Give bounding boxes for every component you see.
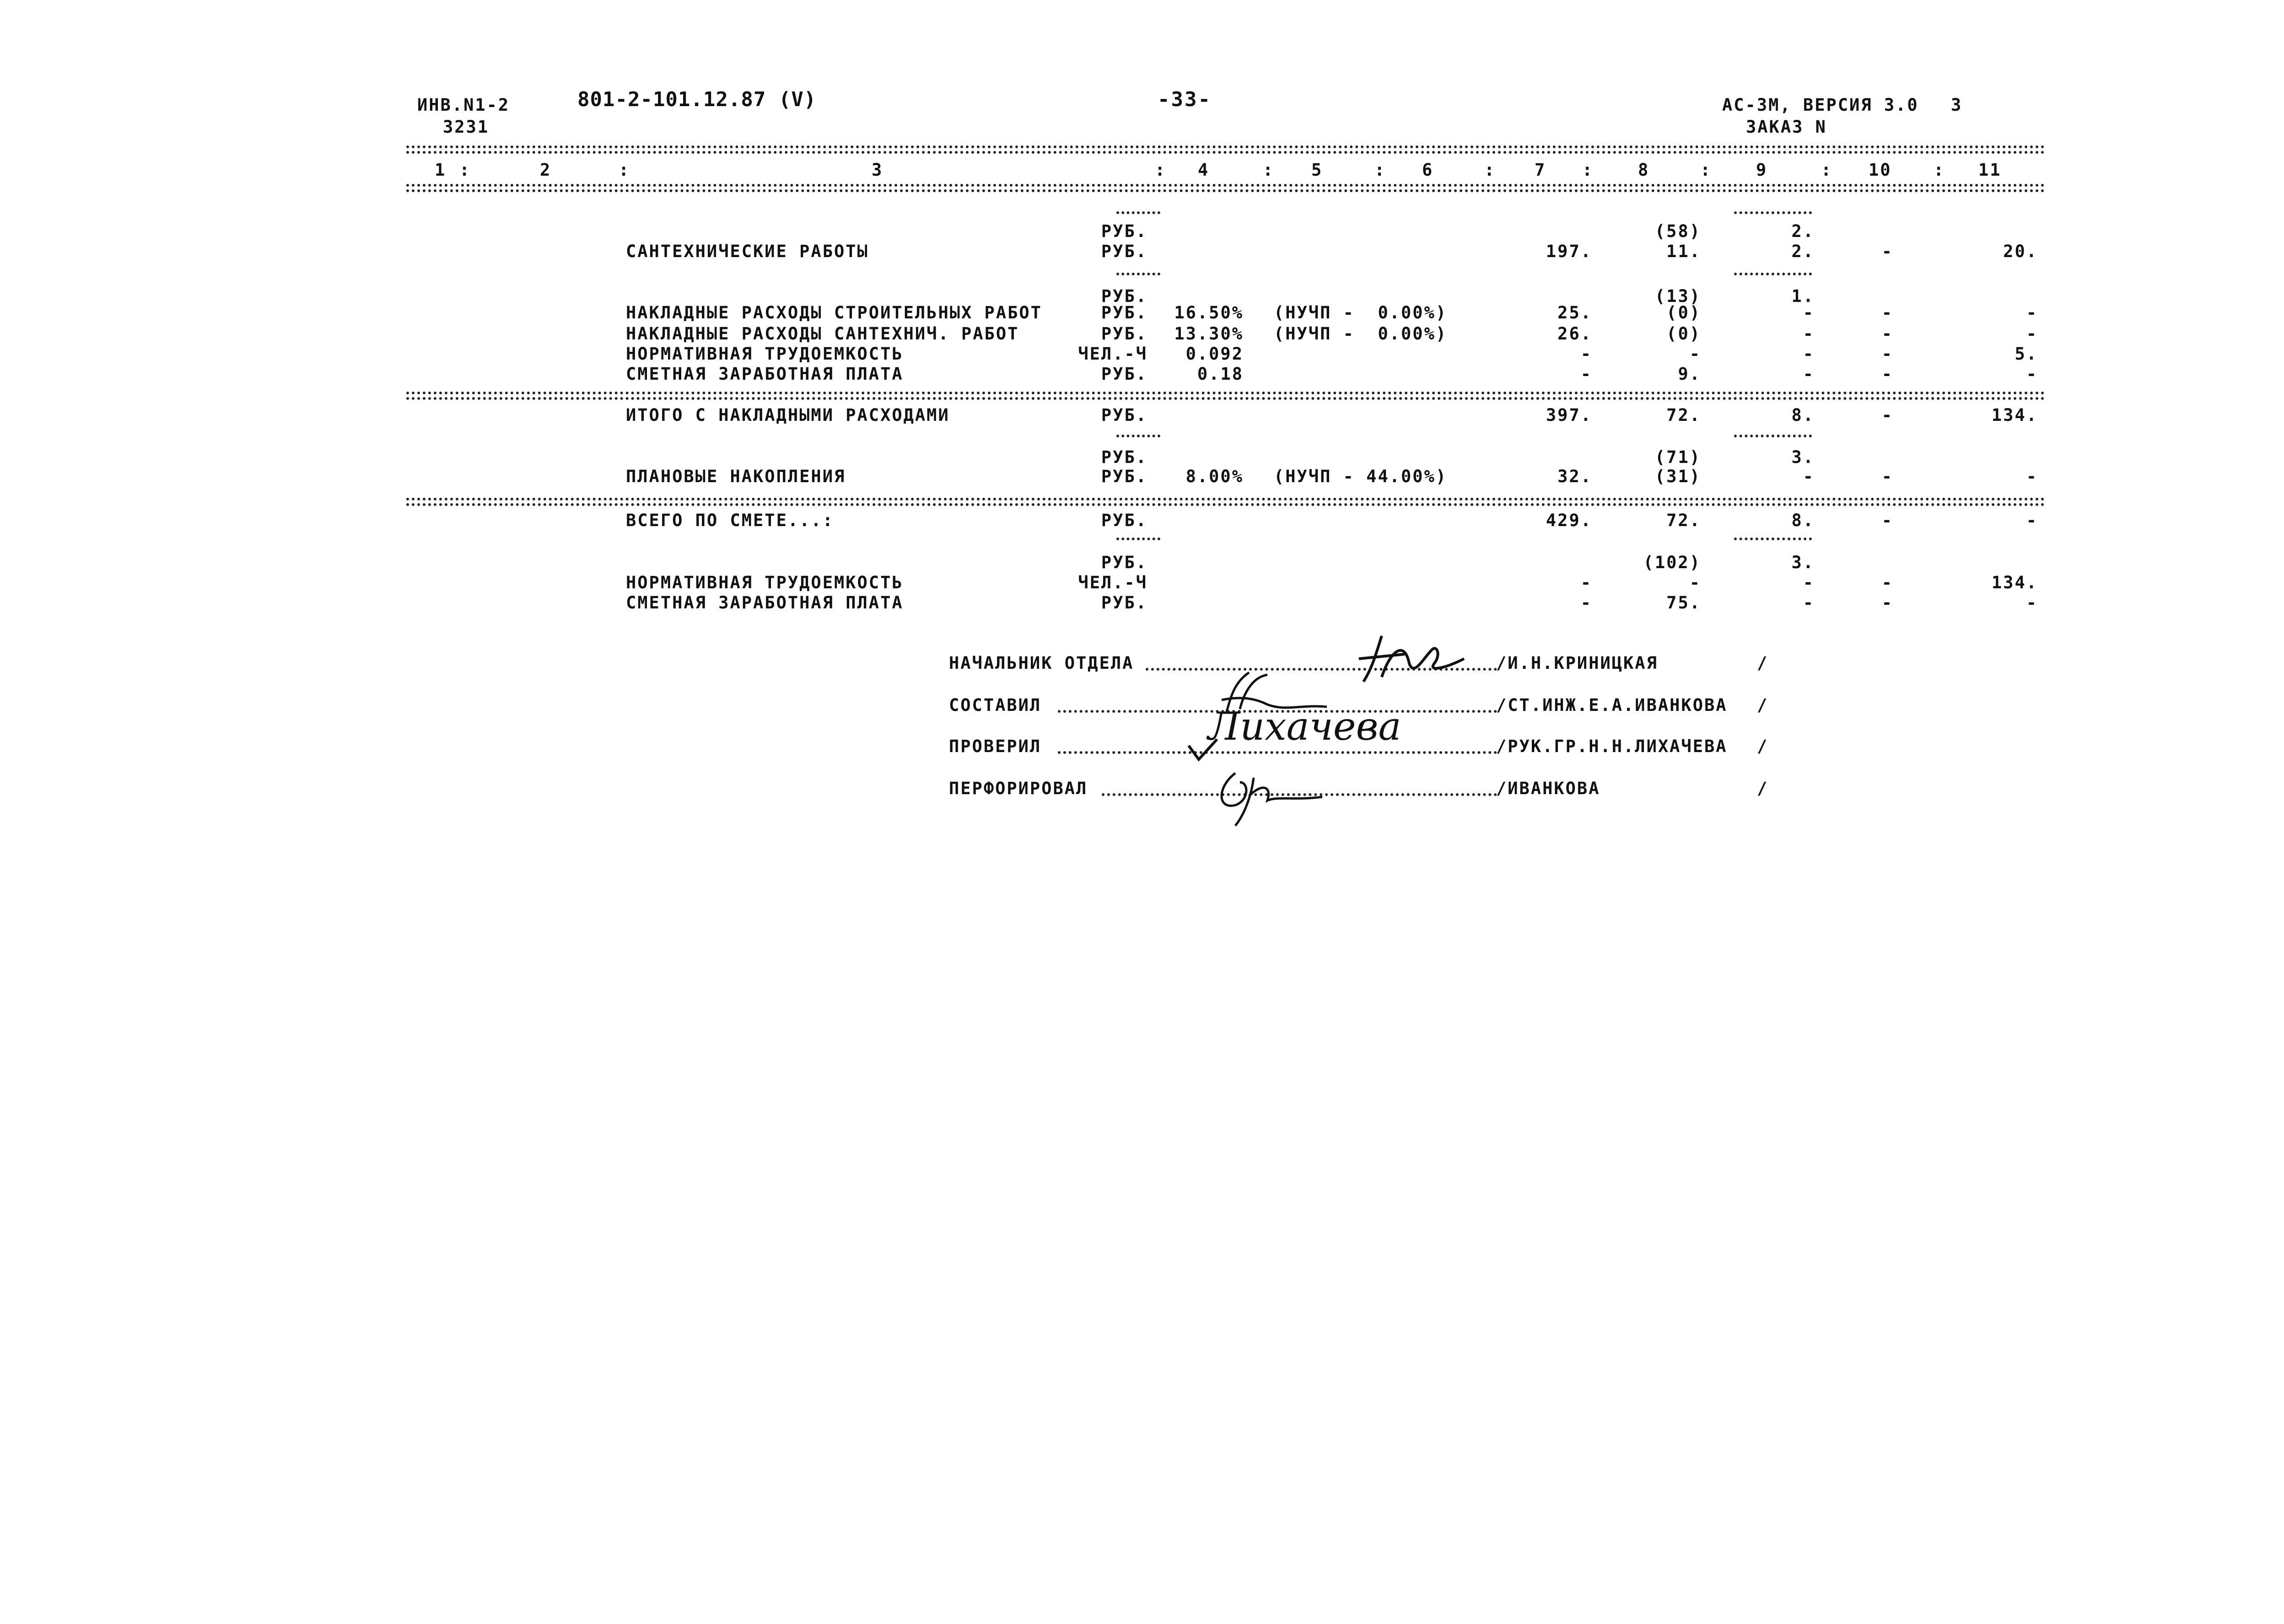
row-unit: ЧЕЛ.-Ч	[1078, 573, 1147, 592]
cell-c10: -	[1881, 593, 1893, 613]
cell-c10: -	[1881, 405, 1893, 425]
row-label: СМЕТНАЯ ЗАРАБОТНАЯ ПЛАТА	[626, 593, 904, 613]
cell-c8: 75.	[1666, 593, 1701, 613]
column-separator: :	[1934, 160, 1945, 180]
cell-c4: 13.30%	[1174, 324, 1244, 344]
cell-c5: (НУЧП - 0.00%)	[1274, 324, 1448, 344]
cell-c10: -	[1881, 573, 1893, 592]
cell-c7: -	[1580, 593, 1592, 613]
system-version: АС-3М, ВЕРСИЯ 3.0	[1722, 95, 1919, 115]
cell-c7: -	[1580, 364, 1592, 384]
row-unit: ЧЕЛ.-Ч	[1078, 344, 1147, 364]
cell-c11: -	[2026, 467, 2038, 486]
cell-c8: 9.	[1678, 364, 1701, 384]
cell-c5: (НУЧП - 0.00%)	[1274, 303, 1448, 323]
header-top-rule	[406, 145, 2045, 148]
cell-c9: 1.	[1791, 286, 1815, 306]
page-number: -33-	[1158, 88, 1212, 111]
column-separator: :	[1374, 160, 1386, 180]
cell-c8: (58)	[1654, 221, 1701, 241]
row-unit: РУБ.	[1101, 242, 1147, 261]
signature-end-slash: /	[1757, 695, 1769, 715]
cell-c11: 20.	[2003, 242, 2038, 261]
row-label: СМЕТНАЯ ЗАРАБОТНАЯ ПЛАТА	[626, 364, 904, 384]
cell-c7: 397.	[1546, 405, 1592, 425]
column-separator: :	[619, 160, 630, 180]
row-unit: РУБ.	[1101, 467, 1147, 486]
cell-c7: -	[1580, 344, 1592, 364]
signature-end-slash: /	[1757, 653, 1769, 673]
cell-c11: -	[2026, 303, 2038, 323]
cell-c8: 72.	[1666, 511, 1701, 530]
col9-underline	[1734, 538, 1812, 540]
row-label: НАКЛАДНЫЕ РАСХОДЫ САНТЕХНИЧ. РАБОТ	[626, 324, 1019, 344]
row-unit: РУБ.	[1101, 553, 1147, 572]
signature-end-slash: /	[1757, 779, 1769, 798]
cell-c9: -	[1803, 467, 1815, 486]
inventory-label: ИНВ.N1-2	[417, 95, 510, 115]
cell-c8: -	[1689, 573, 1701, 592]
cell-c9: -	[1803, 344, 1815, 364]
signatory-name: /СТ.ИНЖ.Е.А.ИВАНКОВА	[1496, 695, 1728, 715]
row-unit: РУБ.	[1101, 447, 1147, 467]
signature-role: НАЧАЛЬНИК ОТДЕЛА	[949, 653, 1134, 673]
col9-underline	[1734, 273, 1812, 275]
row-label: ИТОГО С НАКЛАДНЫМИ РАСХОДАМИ	[626, 405, 950, 425]
signatory-name: /ИВАНКОВА	[1496, 779, 1600, 798]
row-unit: РУБ.	[1101, 303, 1147, 323]
column-number: 1	[435, 160, 447, 180]
cell-c4: 16.50%	[1174, 303, 1244, 323]
signature-role: ПЕРФОРИРОВАЛ	[949, 779, 1088, 798]
column-number: 5	[1311, 160, 1323, 180]
row-label: НОРМАТИВНАЯ ТРУДОЕМКОСТЬ	[626, 344, 904, 364]
cell-c10: -	[1881, 344, 1893, 364]
cell-c7: 26.	[1557, 324, 1592, 344]
column-separator: :	[1700, 160, 1712, 180]
cell-c8: (102)	[1643, 553, 1701, 572]
cell-c9: -	[1803, 303, 1815, 323]
section-rule	[406, 498, 2045, 500]
system-page: 3	[1951, 95, 1963, 115]
cell-c9: -	[1803, 573, 1815, 592]
checker-signature: Лихачева	[1208, 704, 1401, 749]
check-mark	[1185, 737, 1222, 764]
row-unit: РУБ.	[1101, 221, 1147, 241]
col9-underline	[1734, 211, 1812, 214]
row-label: НАКЛАДНЫЕ РАСХОДЫ СТРОИТЕЛЬНЫХ РАБОТ	[626, 303, 1042, 323]
row-unit: РУБ.	[1101, 593, 1147, 613]
cell-c9: 2.	[1791, 242, 1815, 261]
cell-c7: 197.	[1546, 242, 1592, 261]
cell-c4: 0.092	[1185, 344, 1244, 364]
row-label: ПЛАНОВЫЕ НАКОПЛЕНИЯ	[626, 467, 846, 486]
cell-c9: 3.	[1791, 447, 1815, 467]
signature-role: ПРОВЕРИЛ	[949, 737, 1042, 756]
cell-c10: -	[1881, 364, 1893, 384]
column-separator: :	[1263, 160, 1275, 180]
row-unit: РУБ.	[1101, 511, 1147, 530]
header-bottom-rule	[406, 184, 2045, 187]
row-label: НОРМАТИВНАЯ ТРУДОЕМКОСТЬ	[626, 573, 904, 592]
cell-c4: 8.00%	[1185, 467, 1244, 486]
cell-c8: (0)	[1666, 303, 1701, 323]
column-separator: :	[1155, 160, 1167, 180]
col9-underline	[1734, 435, 1812, 437]
cell-c10: -	[1881, 467, 1893, 486]
cell-c8: (0)	[1666, 324, 1701, 344]
column-number: 10	[1869, 160, 1892, 180]
document-code: 801-2-101.12.87 (V)	[577, 88, 817, 111]
row-unit: РУБ.	[1101, 324, 1147, 344]
cell-c8: 72.	[1666, 405, 1701, 425]
cell-c4: 0.18	[1197, 364, 1244, 384]
signature-end-slash: /	[1757, 737, 1769, 756]
cell-c5: (НУЧП - 44.00%)	[1274, 467, 1448, 486]
column-number: 9	[1756, 160, 1768, 180]
column-separator: :	[1821, 160, 1833, 180]
cell-c8: -	[1689, 344, 1701, 364]
head-signature	[1354, 631, 1473, 695]
cell-c10: -	[1881, 242, 1893, 261]
cell-c10: -	[1881, 303, 1893, 323]
cell-c11: -	[2026, 593, 2038, 613]
column-number: 3	[872, 160, 883, 180]
row-unit: РУБ.	[1101, 364, 1147, 384]
signature-role: СОСТАВИЛ	[949, 695, 1042, 715]
row-label: САНТЕХНИЧЕСКИЕ РАБОТЫ	[626, 242, 869, 261]
cell-c9: 8.	[1791, 405, 1815, 425]
row-unit: РУБ.	[1101, 286, 1147, 306]
cell-c11: 5.	[2015, 344, 2038, 364]
cell-c8: 11.	[1666, 242, 1701, 261]
signature-leader	[1058, 751, 1497, 754]
cell-c11: -	[2026, 511, 2038, 530]
signatory-name: /И.Н.КРИНИЦКАЯ	[1496, 653, 1658, 673]
column-number: 7	[1535, 160, 1546, 180]
cell-c8: (31)	[1654, 467, 1701, 486]
signatory-name: /РУК.ГР.Н.Н.ЛИХАЧЕВА	[1496, 737, 1728, 756]
cell-c9: -	[1803, 593, 1815, 613]
cell-c7: 25.	[1557, 303, 1592, 323]
cell-c11: -	[2026, 364, 2038, 384]
cell-c7: 429.	[1546, 511, 1592, 530]
order-label: ЗАКАЗ N	[1746, 117, 1827, 137]
cell-c8: (13)	[1654, 286, 1701, 306]
row-label: ВСЕГО ПО СМЕТЕ...:	[626, 511, 834, 530]
column-separator: :	[1484, 160, 1496, 180]
cell-c7: 32.	[1557, 467, 1592, 486]
cell-c9: -	[1803, 364, 1815, 384]
unit-underline	[1116, 538, 1160, 540]
unit-underline	[1116, 435, 1160, 437]
column-separator: :	[459, 160, 471, 180]
perforator-signature	[1208, 769, 1327, 828]
unit-underline	[1116, 211, 1160, 214]
cell-c10: -	[1881, 324, 1893, 344]
cell-c9: 2.	[1791, 221, 1815, 241]
cell-c8: (71)	[1654, 447, 1701, 467]
column-number: 4	[1198, 160, 1210, 180]
column-number: 11	[1978, 160, 2002, 180]
column-number: 2	[540, 160, 552, 180]
cell-c9: -	[1803, 324, 1815, 344]
cell-c11: 134.	[1991, 573, 2038, 592]
column-number: 8	[1638, 160, 1650, 180]
inventory-number: 3231	[443, 117, 490, 137]
cell-c11: -	[2026, 324, 2038, 344]
cell-c9: 8.	[1791, 511, 1815, 530]
section-rule	[406, 392, 2045, 394]
row-unit: РУБ.	[1101, 405, 1147, 425]
cell-c9: 3.	[1791, 553, 1815, 572]
column-separator: :	[1582, 160, 1594, 180]
cell-c7: -	[1580, 573, 1592, 592]
unit-underline	[1116, 273, 1160, 275]
column-number: 6	[1422, 160, 1434, 180]
cell-c11: 134.	[1991, 405, 2038, 425]
cell-c10: -	[1881, 511, 1893, 530]
